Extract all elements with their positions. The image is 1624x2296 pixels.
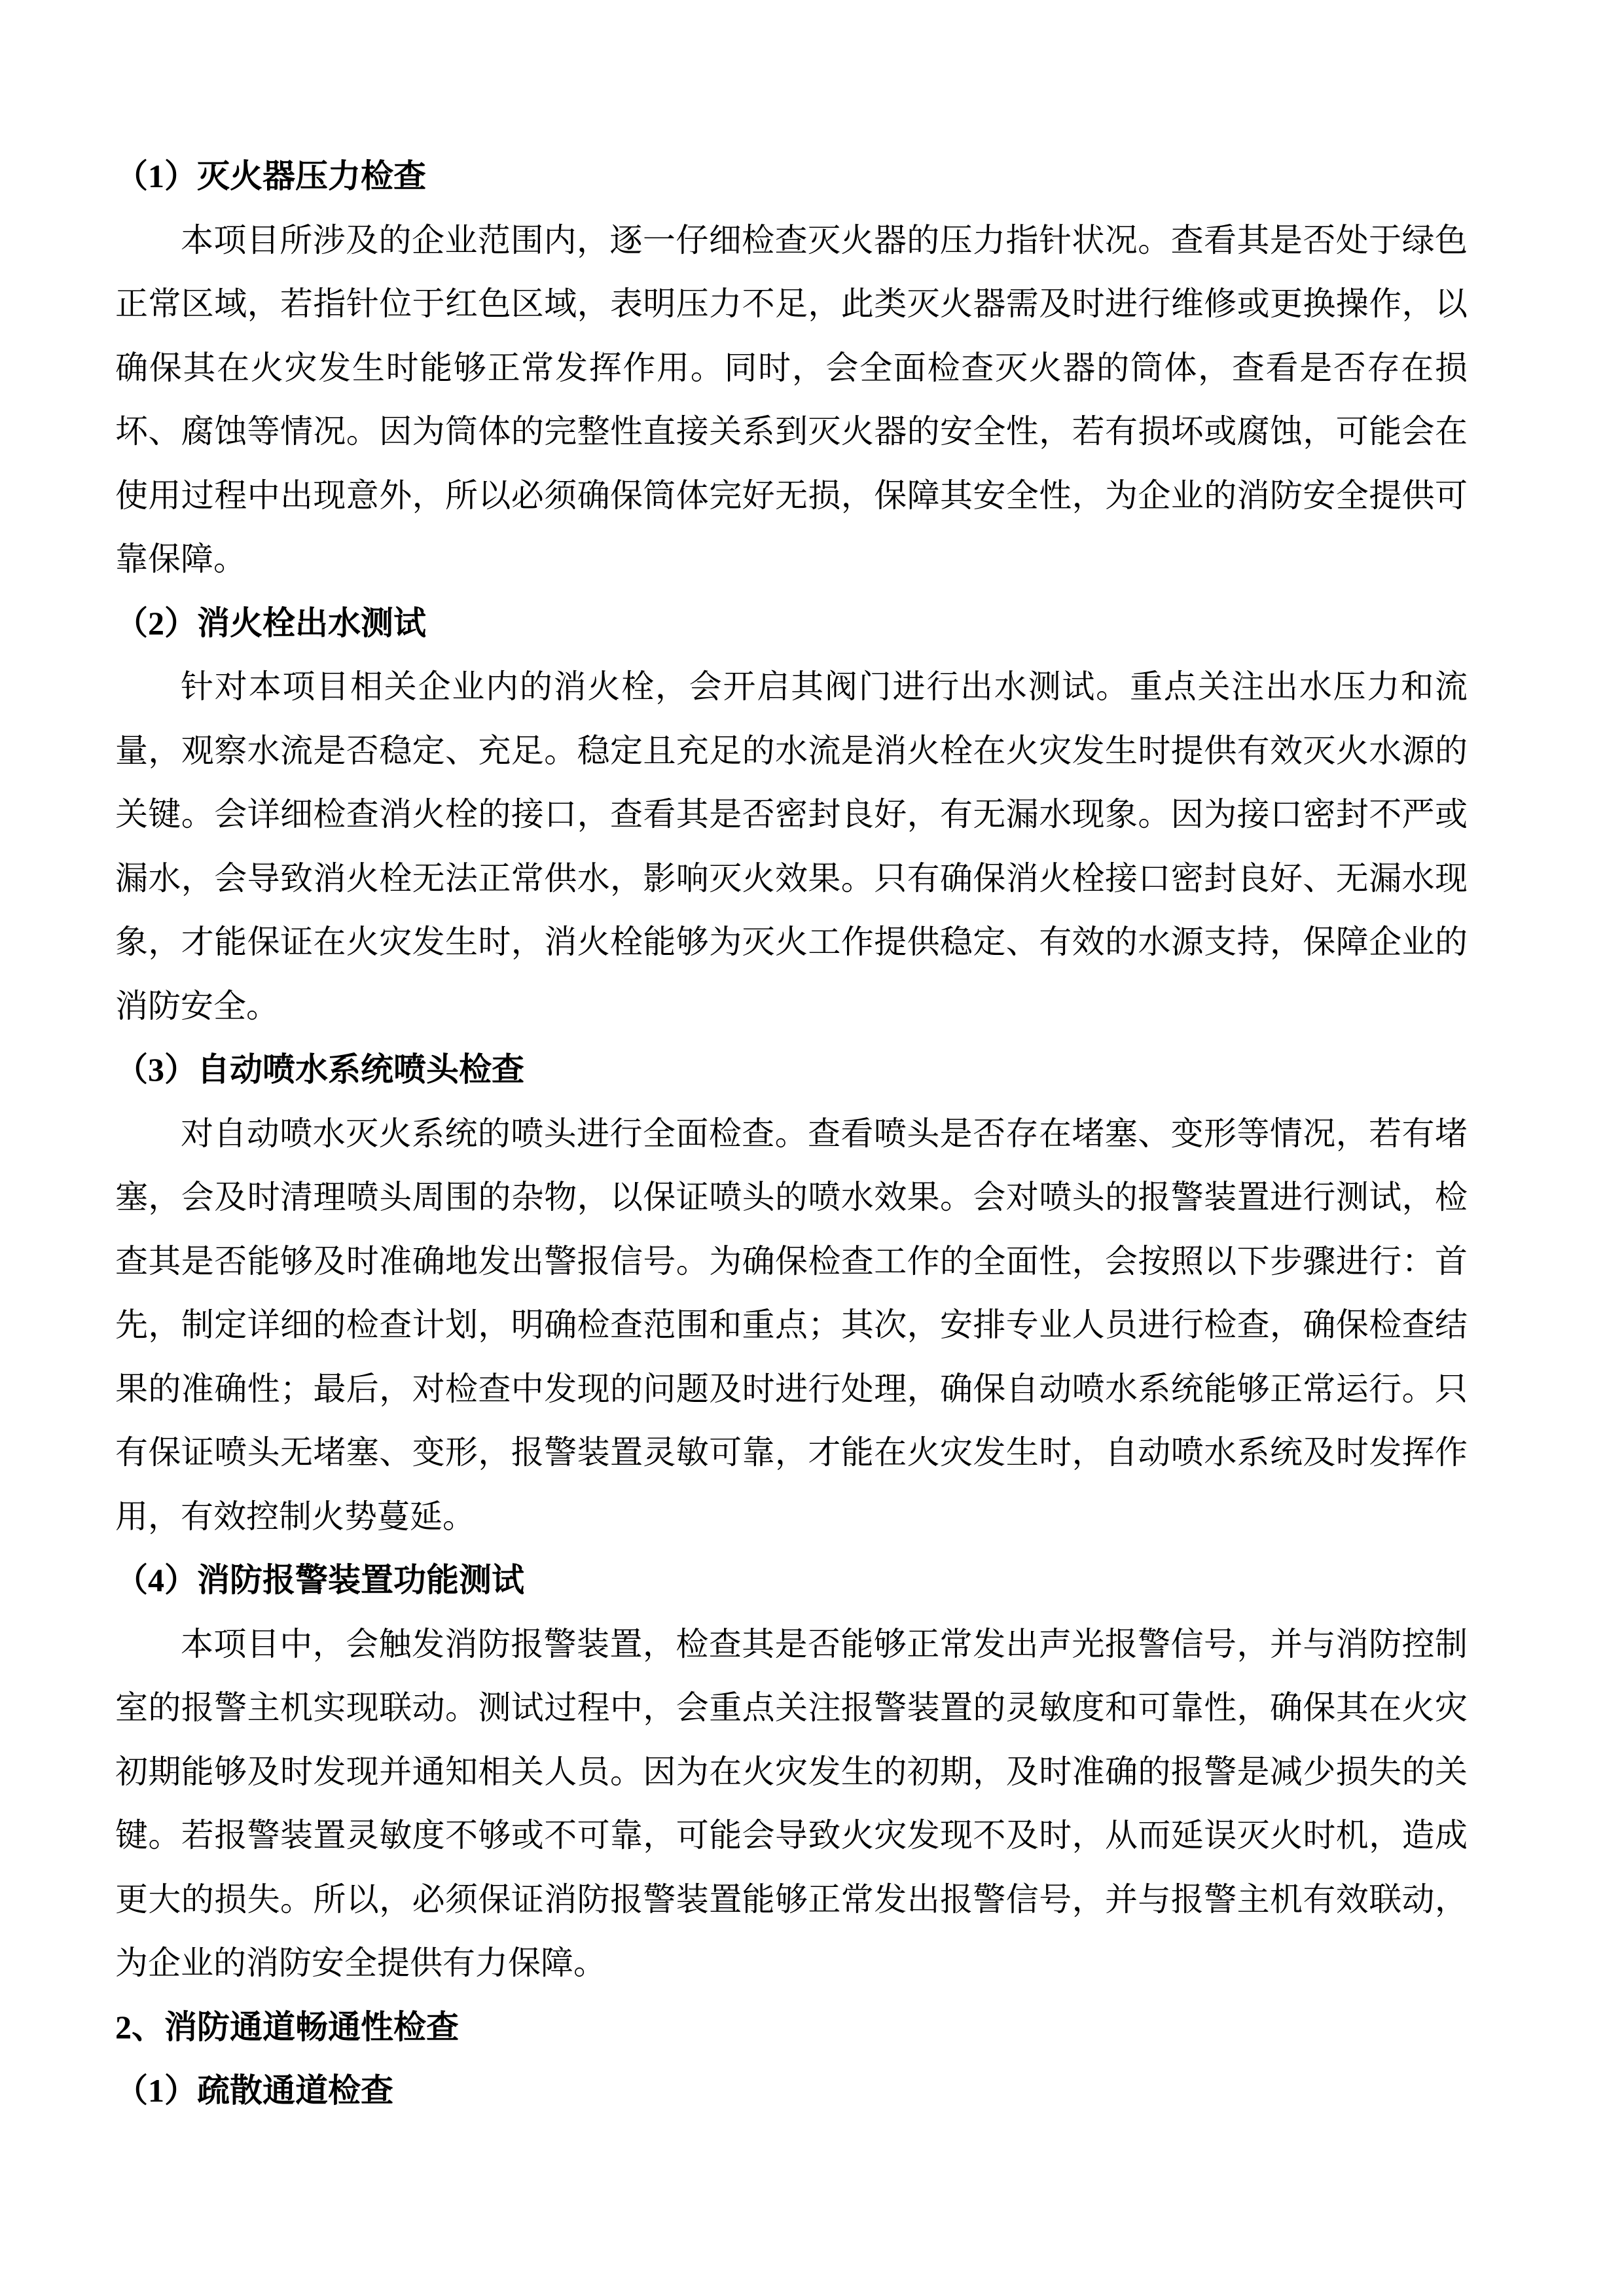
heading-sprinkler-head-check: （3）自动喷水系统喷头检查 <box>115 1051 524 1088</box>
paragraph-extinguisher-pressure-check: 本项目所涉及的企业范围内，逐一仔细检查灭火器的压力指针状况。查看其是否处于绿色正常区域，若指针位于红色区域，表明压力不足，此类灭火器需及时进行维修或更换操作，以确保其在火灾发生时能够正常发挥作用。同时，会全面检查灭火器的筒体，查看是否存在损坏、腐蚀等情况。因为筒体的完整性直接关系到灭火器的安全性，若有损坏或腐蚀，可能会在使用过程中出现意外，所以必须确保筒体完好无损，保障其安全性，为企业的消防安全提供可靠保障。 <box>115 221 1468 577</box>
heading-evacuation-route-check: （1）疏散通道检查 <box>115 2072 393 2109</box>
document-content <box>115 0 1468 2123</box>
heading-fire-passage-clearance-check: 2、消防通道畅通性检查 <box>115 2008 459 2045</box>
paragraph-sprinkler-head-check: 对自动喷水灭火系统的喷头进行全面检查。查看喷头是否存在堵塞、变形等情况，若有堵塞，会及时清理喷头周围的杂物，以保证喷头的喷水效果。会对喷头的报警装置进行测试，检查其是否能够及时准确地发出警报信号。为确保检查工作的全面性，会按照以下步骤进行：首先，制定详细的检查计划，明确检查范围和重点；其次，安排专业人员进行检查，确保检查结果的准确性；最后，对检查中发现的问题及时进行处理，确保自动喷水系统能够正常运行。只有保证喷头无堵塞、变形，报警装置灵敏可靠，才能在火灾发生时，自动喷水系统及时发挥作用，有效控制火势蔓延。 <box>115 1115 1468 1535</box>
heading-extinguisher-pressure-check: （1）灭火器压力检查 <box>115 158 426 194</box>
paragraph-hydrant-water-test: 针对本项目相关企业内的消火栓，会开启其阀门进行出水测试。重点关注出水压力和流量，观察水流是否稳定、充足。稳定且充足的水流是消火栓在火灾发生时提供有效灭火水源的关键。会详细检查消火栓的接口，查看其是否密封良好，有无漏水现象。因为接口密封不严或漏水，会导致消火栓无法正常供水，影响灭火效果。只有确保消火栓接口密封良好、无漏水现象，才能保证在火灾发生时，消火栓能够为灭火工作提供稳定、有效的水源支持，保障企业的消防安全。 <box>115 668 1468 1024</box>
heading-hydrant-water-test: （2）消火栓出水测试 <box>115 604 426 641</box>
paragraph-fire-alarm-function-test: 本项目中，会触发消防报警装置，检查其是否能够正常发出声光报警信号，并与消防控制室的报警主机实现联动。测试过程中，会重点关注报警装置的灵敏度和可靠性，确保其在火灾初期能够及时发现并通知相关人员。因为在火灾发生的初期，及时准确的报警是减少损失的关键。若报警装置灵敏度不够或不可靠，可能会导致火灾发现不及时，从而延误灭火时机，造成更大的损失。所以，必须保证消防报警装置能够正常发出报警信号，并与报警主机有效联动，为企业的消防安全提供有力保障。 <box>115 1625 1468 1981</box>
heading-fire-alarm-function-test: （4）消防报警装置功能测试 <box>115 1562 524 1598</box>
